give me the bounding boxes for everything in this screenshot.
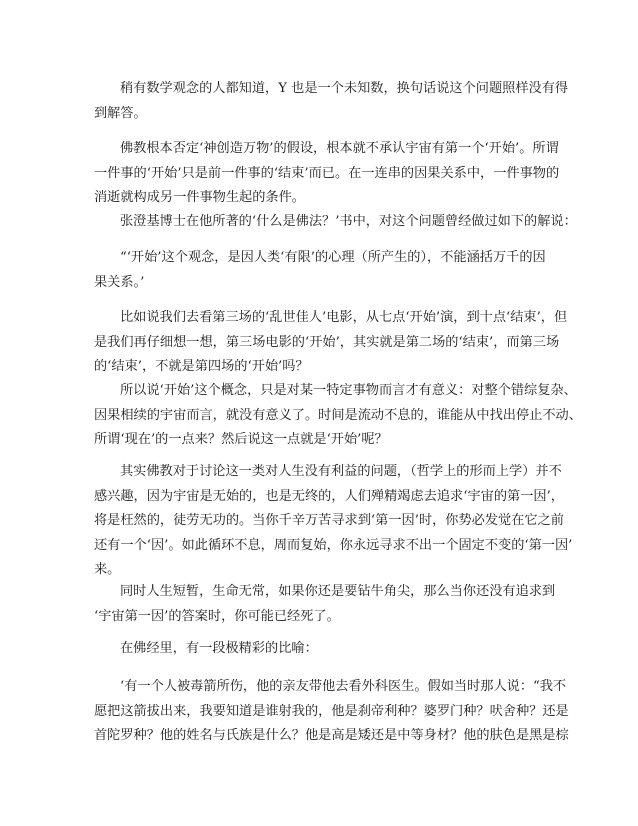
paragraph-6	[94, 379, 582, 453]
paragraph-1	[94, 77, 569, 126]
paragraph-4	[94, 246, 552, 295]
paragraph-line: 愿把这箭拔出来，我要知道是谁射我的，他是刹帝利种？婆罗门种？吠舍种？还是	[94, 703, 569, 719]
paragraph-line: 是我们再仔细想一想，第三场电影的‘开始’，其实就是第二场的‘结束’，而第三场	[94, 334, 560, 350]
paragraph-7	[94, 460, 573, 583]
paragraph-line: 将是枉然的，徒劳无功的。当你千辛万苦寻求到‘第一因’时，你势必发觉在它之前	[94, 513, 564, 528]
paragraph-line: 因果相续的宇宙而言，就没有意义了。时间是流动不息的，谁能从中找出停止不动、	[94, 407, 582, 423]
paragraph-line: 首陀罗种？他的姓名与氏族是什么？他是高是矮还是中等身材？他的肤色是黑是棕	[94, 728, 569, 743]
paragraph-line: “‘开始’这个观念，是因人类‘有限’的心理（所产生的），不能涵括万千的因	[120, 250, 546, 265]
paragraph-line: 的‘结束’，不就是第四场的‘开始’吗？	[94, 359, 309, 374]
paragraph-5	[94, 306, 568, 380]
paragraph-line: 一件事的‘开始’只是前一件事的‘结束’而已。在一连串的因果关系中，一件事物的	[94, 165, 560, 181]
paragraph-2	[94, 137, 560, 211]
paragraph-line: 感兴趣，因为宇宙是无始的，也是无终的，人们殚精竭虑去追求‘宇宙的第一因’，	[94, 488, 564, 504]
paragraph-9	[94, 637, 552, 662]
paragraph-line: ‘有一个人被毒箭所伤，他的亲友带他去看外科医生。假如当时那人说：“我不	[120, 679, 567, 694]
paragraph-8	[94, 580, 556, 629]
paragraph-line: 比如说我们去看第三场的‘乱世佳人’电影，从七点‘开始’演，到十点‘结束’，但	[120, 310, 568, 325]
paragraph-line: 张澄基博士在他所著的‘什么是佛法？’书中，对这个问题曾经做过如下的解说：	[120, 214, 577, 229]
paragraph-line: 在佛经里，有一段极精彩的比喻：	[120, 641, 318, 656]
paragraph-line: 消逝就构成另一件事物生起的条件。	[94, 190, 305, 205]
paragraph-line: 同时人生短暂，生命无常，如果你还是要钻牛角尖，那么当你还没有追求到	[120, 584, 556, 599]
paragraph-10	[94, 675, 569, 749]
paragraph-3	[94, 210, 577, 235]
paragraph-line: 到解答。	[94, 105, 147, 121]
paragraph-line: 所以说‘开始’这个概念，只是对某一特定事物而言才有意义：对整个错综复杂、	[120, 383, 577, 398]
paragraph-line: 其实佛教对于讨论这一类对人生没有利益的问题，（哲学上的形而上学）并不	[120, 464, 562, 479]
paragraph-line: 还有一个‘因’。如此循环不息，周而复始，你永远寻求不出一个固定不变的‘第一因’	[94, 537, 573, 553]
paragraph-line: 来。	[94, 562, 121, 577]
paragraph-line: ‘宇宙第一因’的答案时，你可能已经死了。	[94, 608, 340, 624]
paragraph-line: 佛教根本否定‘神创造万物’的假设，根本就不承认宇宙有第一个‘开始’。所谓	[120, 141, 559, 156]
paragraph-line: 所谓‘现在’的一点来？然后说这一点就是‘开始’呢？	[94, 432, 388, 447]
paragraph-line: 稍有数学观念的人都知道，Y 也是一个未知数，换句话说这个问题照样没有得	[120, 81, 569, 96]
paragraph-line: 果关系。’	[94, 274, 145, 290]
